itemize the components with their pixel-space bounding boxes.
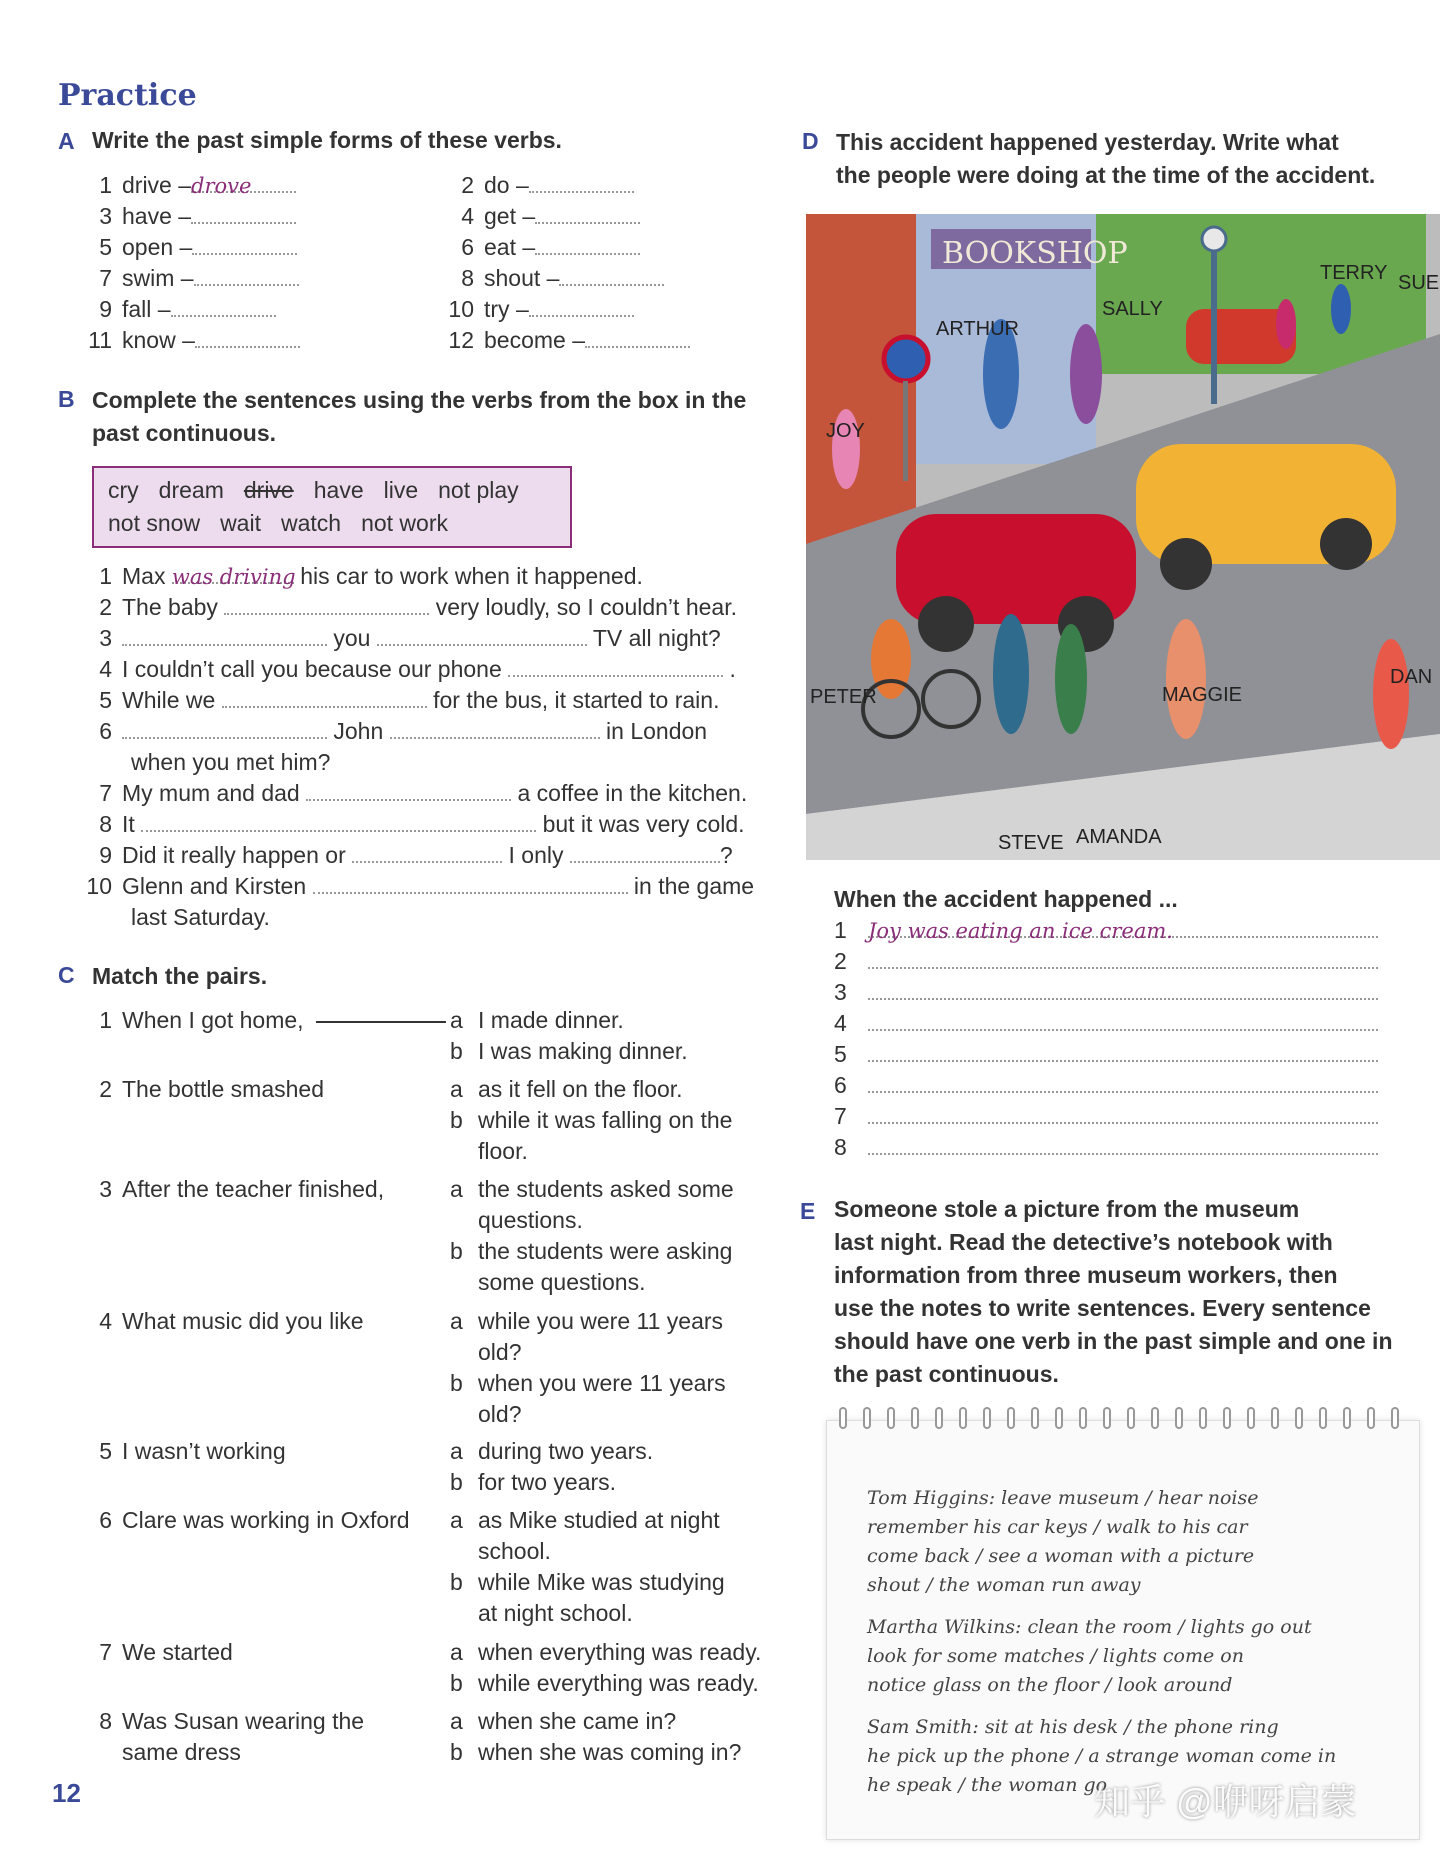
item-number: 11	[88, 327, 112, 353]
option-text: while everything was ready.	[478, 1670, 759, 1696]
sentence-text: Did it really happen or	[122, 842, 346, 868]
note-line: come back / see a woman with a picture	[867, 1545, 1255, 1567]
answer-blank: drove	[191, 171, 296, 193]
item-number: 5	[99, 1438, 112, 1464]
option-text: old?	[478, 1339, 522, 1365]
box-word: not snow	[108, 510, 201, 536]
line-number: 8	[834, 1134, 847, 1160]
section-e-letter: E	[800, 1198, 816, 1224]
notebook-ring	[911, 1407, 919, 1429]
option-letter: b	[450, 1038, 463, 1064]
verb-label: become –	[484, 327, 586, 353]
option-b	[450, 1567, 725, 1598]
option-a	[450, 1505, 720, 1536]
match-stem	[84, 1074, 324, 1105]
item-number: 2	[461, 172, 474, 198]
item-number: 7	[99, 780, 112, 806]
answer-blank	[352, 841, 502, 863]
answer-line	[834, 1101, 1378, 1132]
match-stem	[84, 1436, 286, 1467]
sentence-continuation: last Saturday.	[131, 904, 270, 930]
section-d-prompt: When the accident happened ...	[834, 886, 1178, 912]
line-number: 6	[834, 1072, 847, 1098]
option-a	[450, 1337, 521, 1368]
option-letter: b	[450, 1370, 463, 1396]
item-number: 1	[99, 1007, 112, 1033]
section-a-instruction: Write the past simple forms of these verbs.	[92, 127, 562, 153]
answer-blank	[529, 295, 634, 317]
section-a-letter: A	[58, 128, 75, 154]
answer-line	[834, 1008, 1378, 1039]
line-number: 3	[834, 979, 847, 1005]
option-text: while Mike was studying	[478, 1569, 725, 1595]
item-number: 5	[99, 234, 112, 260]
option-letter: a	[450, 1076, 463, 1102]
answer-blank	[224, 593, 429, 615]
answer-blank: was driving	[172, 562, 294, 584]
label-terry: TERRY	[1320, 262, 1388, 284]
box-word: drive	[243, 477, 294, 503]
sentence-text: his car to work when it happened.	[300, 563, 643, 589]
stem-text: The bottle smashed	[122, 1076, 325, 1102]
notebook-ring	[959, 1407, 967, 1429]
option-b	[450, 1737, 741, 1768]
item-number: 8	[99, 1708, 112, 1734]
box-word: live	[383, 477, 419, 503]
section-c-letter: C	[58, 962, 75, 988]
option-letter: a	[450, 1708, 463, 1734]
item-number: 1	[99, 172, 112, 198]
option-text: I was making dinner.	[478, 1038, 688, 1064]
sentence-text: in London	[606, 718, 708, 744]
notebook-ring	[1223, 1407, 1231, 1429]
answer-blank	[122, 717, 327, 739]
sentence-text: I only	[508, 842, 564, 868]
option-b	[450, 1105, 732, 1136]
option-letter: a	[450, 1438, 463, 1464]
option-text: floor.	[478, 1138, 528, 1164]
option-letter: b	[450, 1670, 463, 1696]
notebook-ring	[839, 1407, 847, 1429]
notebook-ring	[1199, 1407, 1207, 1429]
accident-scene-illustration	[806, 214, 1440, 860]
section-c-instruction: Match the pairs.	[92, 963, 268, 989]
option-b	[450, 1136, 528, 1167]
label-peter: PETER	[810, 686, 877, 708]
sentence-text: ?	[719, 842, 733, 868]
verb-label: know –	[122, 327, 195, 353]
option-letter: b	[450, 1469, 463, 1495]
instruction-line: should have one verb in the past simple and one in	[834, 1328, 1393, 1354]
answer-blank	[585, 326, 690, 348]
item-number: 6	[99, 1507, 112, 1533]
match-stem	[84, 1706, 364, 1737]
verb-item	[84, 325, 300, 356]
verb-item	[446, 170, 634, 201]
option-a	[450, 1436, 653, 1467]
line-number: 4	[834, 1010, 847, 1036]
answer-blank	[122, 624, 327, 646]
option-letter: a	[450, 1308, 463, 1334]
sentence-text: While we	[122, 687, 216, 713]
option-b	[450, 1399, 521, 1430]
note-line: Martha Wilkins: clean the room / lights go out	[867, 1616, 1312, 1638]
section-d-instruction-1: This accident happened yesterday. Write what	[836, 129, 1339, 155]
match-stem	[84, 1505, 410, 1536]
option-text: the students asked some	[478, 1176, 734, 1202]
verb-item	[446, 294, 634, 325]
stem-text: After the teacher finished,	[122, 1176, 385, 1202]
instruction-line: the past continuous.	[834, 1361, 1059, 1387]
sentence-text: very loudly, so I couldn’t hear.	[435, 594, 737, 620]
answer-blank	[529, 171, 634, 193]
box-word: watch	[280, 510, 342, 536]
notebook-ring	[1319, 1407, 1327, 1429]
answer-line	[834, 1070, 1378, 1101]
option-text: the students were asking	[478, 1238, 733, 1264]
verb-box-line-1	[108, 474, 556, 507]
notebook-ring	[1031, 1407, 1039, 1429]
option-b	[450, 1668, 759, 1699]
sentence-text: for the bus, it started to rain.	[433, 687, 720, 713]
sentence-text: a coffee in the kitchen.	[517, 780, 748, 806]
option-b	[450, 1236, 732, 1267]
line-number: 2	[834, 948, 847, 974]
verb-label: get –	[484, 203, 536, 229]
match-stem	[84, 1306, 364, 1337]
page-number: 12	[52, 1778, 81, 1808]
watermark: 知乎 @咿呀启蒙	[1094, 1781, 1357, 1822]
section-b-instruction-1: Complete the sentences using the verbs from the box in the	[92, 387, 747, 413]
option-text: as Mike studied at night	[478, 1507, 720, 1533]
verb-item	[84, 232, 297, 263]
item-number: 7	[99, 265, 112, 291]
notebook-ring	[1295, 1407, 1303, 1429]
verb-item	[84, 294, 276, 325]
answer-blank	[868, 1009, 1378, 1031]
answer-blank	[191, 202, 296, 224]
verb-item	[84, 263, 299, 294]
stem-text: We started	[122, 1639, 233, 1665]
option-b	[450, 1267, 645, 1298]
box-word: dream	[158, 477, 224, 503]
bookshop-sign: BOOKSHOP	[942, 236, 1128, 271]
verb-item	[446, 232, 640, 263]
answer-blank	[868, 1133, 1378, 1155]
option-letter: a	[450, 1007, 463, 1033]
sentence-text: TV all night?	[592, 625, 721, 651]
notebook-ring	[863, 1407, 871, 1429]
note-line: look for some matches / lights come on	[867, 1645, 1244, 1667]
option-text: as it fell on the floor.	[478, 1076, 683, 1102]
answer-line	[834, 915, 1378, 946]
answer-blank	[868, 1071, 1378, 1093]
option-a	[450, 1706, 676, 1737]
sentence-item	[84, 592, 737, 623]
item-number: 4	[461, 203, 474, 229]
sentence-text: My mum and dad	[122, 780, 300, 806]
option-a	[450, 1637, 761, 1668]
section-d-instruction-2: the people were doing at the time of the accident.	[836, 162, 1376, 188]
match-stem	[84, 1005, 304, 1036]
page-title: Practice	[58, 78, 197, 113]
box-word: not work	[361, 510, 448, 536]
answer-blank	[868, 978, 1378, 1000]
section-b-letter: B	[58, 386, 75, 412]
sentence-item	[84, 809, 745, 840]
label-steve: STEVE	[998, 832, 1064, 854]
item-number: 10	[86, 873, 112, 899]
item-number: 3	[99, 1176, 112, 1202]
verb-label: have –	[122, 203, 192, 229]
sentence-item	[84, 561, 643, 592]
item-number: 3	[99, 625, 112, 651]
label-joy: JOY	[826, 420, 865, 442]
instruction-line: Someone stole a picture from the museum	[834, 1196, 1300, 1222]
option-a	[450, 1174, 734, 1205]
sentence-text: .	[729, 656, 736, 682]
item-number: 6	[461, 234, 474, 260]
sentence-text: Glenn and Kirsten	[122, 873, 307, 899]
sentence-item	[84, 778, 747, 809]
answer-blank	[868, 1040, 1378, 1062]
answer-blank	[141, 810, 536, 832]
option-b	[450, 1598, 633, 1629]
note-line: Tom Higgins: leave museum / hear noise	[867, 1487, 1259, 1509]
sentence-text: John	[333, 718, 384, 744]
verb-item	[446, 325, 690, 356]
notebook-ring	[1175, 1407, 1183, 1429]
answer-blank	[192, 233, 297, 255]
label-sally: SALLY	[1102, 298, 1163, 320]
answer-blank	[313, 872, 628, 894]
sentence-item	[84, 685, 719, 716]
verb-item	[446, 263, 664, 294]
answer-blank	[171, 295, 276, 317]
option-text: while you were 11 years	[478, 1308, 724, 1334]
answer-blank	[559, 264, 664, 286]
sentence-text: It	[122, 811, 135, 837]
notebook-ring	[1367, 1407, 1375, 1429]
option-letter: a	[450, 1176, 463, 1202]
item-number: 4	[99, 656, 112, 682]
sentence-text: you	[333, 625, 371, 651]
notebook-ring	[935, 1407, 943, 1429]
sentence-text: The baby	[122, 594, 218, 620]
verb-item	[446, 201, 640, 232]
option-letter: b	[450, 1569, 463, 1595]
sentence-text: but it was very cold.	[542, 811, 745, 837]
answer-line	[834, 977, 1378, 1008]
notebook-ring	[1247, 1407, 1255, 1429]
option-a	[450, 1306, 723, 1337]
item-number: 6	[99, 718, 112, 744]
line-number: 7	[834, 1103, 847, 1129]
verb-item	[84, 201, 296, 232]
option-text: school.	[478, 1538, 551, 1564]
answer-line	[834, 946, 1378, 977]
verb-item	[84, 170, 296, 201]
notebook-ring	[887, 1407, 895, 1429]
option-text: when everything was ready.	[478, 1639, 762, 1665]
stem-text: Clare was working in Oxford	[122, 1507, 410, 1533]
option-b	[450, 1467, 616, 1498]
line-number: 5	[834, 1041, 847, 1067]
item-number: 12	[448, 327, 474, 353]
option-letter: b	[450, 1238, 463, 1264]
label-amanda: AMANDA	[1076, 826, 1162, 848]
option-a	[450, 1536, 551, 1567]
answer-line	[834, 1132, 1378, 1163]
stem-text: What music did you like	[122, 1308, 364, 1334]
sentence-continuation: when you met him?	[131, 749, 331, 775]
match-stem	[84, 1637, 233, 1668]
notebook-ring	[1079, 1407, 1087, 1429]
item-number: 4	[99, 1308, 112, 1334]
note-line: notice glass on the floor / look around	[867, 1674, 1233, 1696]
item-number: 8	[461, 265, 474, 291]
notebook-ring	[1343, 1407, 1351, 1429]
match-stem	[84, 1174, 384, 1205]
option-text: at night school.	[478, 1600, 633, 1626]
answer-blank	[570, 841, 720, 863]
option-a	[450, 1074, 683, 1105]
note-line: shout / the woman run away	[867, 1574, 1141, 1596]
option-text: for two years.	[478, 1469, 617, 1495]
verb-label: do –	[484, 172, 529, 198]
option-letter: b	[450, 1739, 463, 1765]
sentence-item	[84, 654, 736, 685]
notebook-ring	[983, 1407, 991, 1429]
item-number: 8	[99, 811, 112, 837]
option-a	[450, 1205, 583, 1236]
label-arthur: ARTHUR	[936, 318, 1019, 340]
notebook-ring	[1055, 1407, 1063, 1429]
sentence-text: Max	[122, 563, 166, 589]
answer-blank	[868, 947, 1378, 969]
answer-blank	[868, 1102, 1378, 1124]
sentence-item	[84, 840, 733, 871]
option-text: questions.	[478, 1207, 583, 1233]
option-letter: a	[450, 1639, 463, 1665]
line-number: 1	[834, 917, 847, 943]
verb-label: try –	[484, 296, 529, 322]
option-text: old?	[478, 1401, 522, 1427]
option-text: some questions.	[478, 1269, 646, 1295]
verb-label: fall –	[122, 296, 171, 322]
answer-blank	[377, 624, 587, 646]
sentence-text: in the game	[633, 873, 755, 899]
item-number: 3	[99, 203, 112, 229]
item-number: 10	[448, 296, 474, 322]
verb-label: eat –	[484, 234, 536, 260]
instruction-line: information from three museum workers, then	[834, 1262, 1338, 1288]
answer-blank	[195, 326, 300, 348]
item-number: 7	[99, 1639, 112, 1665]
match-line	[316, 1021, 446, 1023]
instruction-line: use the notes to write sentences. Every sentence	[834, 1295, 1371, 1321]
note-line: he speak / the woman go	[867, 1774, 1108, 1796]
verb-label: swim –	[122, 265, 194, 291]
sentence-item	[84, 623, 721, 654]
verb-label: shout –	[484, 265, 560, 291]
stem-continuation: same dress	[122, 1739, 241, 1765]
label-dan: DAN	[1390, 666, 1433, 688]
box-word: not play	[438, 477, 519, 503]
notebook-ring	[1391, 1407, 1399, 1429]
option-text: when she came in?	[478, 1708, 677, 1734]
notebook-ring	[1007, 1407, 1015, 1429]
option-text: I made dinner.	[478, 1007, 624, 1033]
item-number: 2	[99, 594, 112, 620]
option-text: during two years.	[478, 1438, 654, 1464]
answer-blank	[194, 264, 299, 286]
verb-box	[92, 466, 572, 548]
notebook-ring	[1271, 1407, 1279, 1429]
option-letter: a	[450, 1507, 463, 1533]
answer-blank: Joy was eating an ice cream.	[868, 916, 1378, 938]
label-maggie: MAGGIE	[1162, 684, 1243, 706]
answer-blank	[535, 202, 640, 224]
item-number: 9	[99, 842, 112, 868]
item-number: 1	[99, 563, 112, 589]
verb-box-line-2	[108, 507, 556, 540]
section-b-instruction-2: past continuous.	[92, 420, 276, 446]
sentence-text: I couldn’t call you because our phone	[122, 656, 502, 682]
note-line: he pick up the phone / a strange woman come in	[867, 1745, 1337, 1767]
stem-text: When I got home,	[122, 1007, 304, 1033]
option-text: when she was coming in?	[478, 1739, 742, 1765]
verb-label: drive –	[122, 172, 192, 198]
section-d-letter: D	[802, 128, 819, 154]
sentence-item	[84, 871, 754, 902]
notebook-ring	[1151, 1407, 1159, 1429]
answer-blank	[390, 717, 600, 739]
label-sue: SUE	[1398, 272, 1440, 294]
answer-blank	[222, 686, 427, 708]
option-b	[450, 1368, 726, 1399]
item-number: 5	[99, 687, 112, 713]
note-line: Sam Smith: sit at his desk / the phone ring	[867, 1716, 1279, 1738]
verb-label: open –	[122, 234, 193, 260]
answer-blank	[508, 655, 723, 677]
box-word: have	[313, 477, 364, 503]
box-word: wait	[220, 510, 261, 536]
option-text: when you were 11 years	[478, 1370, 726, 1396]
note-line: remember his car keys / walk to his car	[867, 1516, 1248, 1538]
stem-text: Was Susan wearing the	[122, 1708, 365, 1734]
option-a	[450, 1005, 624, 1036]
stem-text: I wasn’t working	[122, 1438, 286, 1464]
sentence-item	[84, 716, 707, 747]
notebook-ring	[1103, 1407, 1111, 1429]
option-text: while it was falling on the	[478, 1107, 733, 1133]
instruction-line: last night. Read the detective’s notebook with	[834, 1229, 1333, 1255]
box-word: cry	[108, 477, 139, 503]
option-b	[450, 1036, 688, 1067]
answer-blank	[306, 779, 511, 801]
item-number: 9	[99, 296, 112, 322]
notebook-ring	[1127, 1407, 1135, 1429]
item-number: 2	[99, 1076, 112, 1102]
option-letter: b	[450, 1107, 463, 1133]
answer-line	[834, 1039, 1378, 1070]
answer-blank	[535, 233, 640, 255]
